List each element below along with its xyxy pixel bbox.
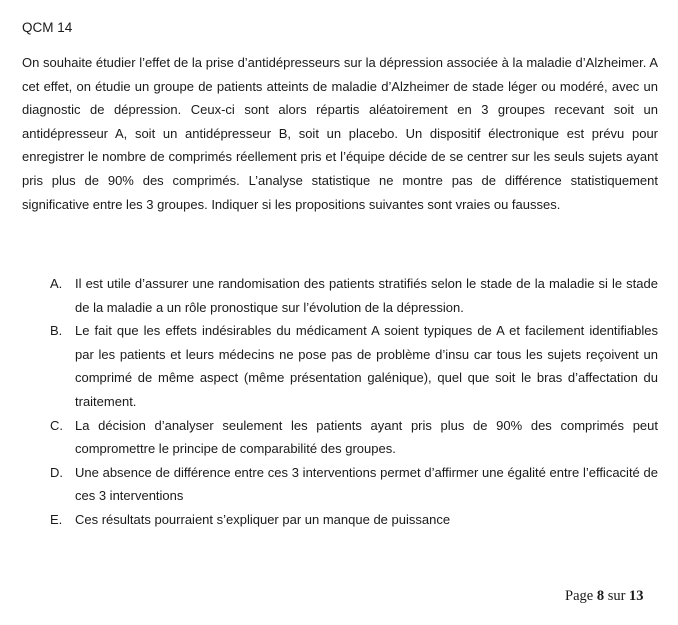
proposition-label: E. xyxy=(50,511,63,527)
proposition-b xyxy=(50,319,658,413)
proposition-e xyxy=(50,508,658,532)
proposition-text: Il est utile d’assurer une randomisation des patients stratifiés selon le stade de la maladie si le stade de la maladie a un rôle pronostique sur l’évolution de la dépression. xyxy=(75,276,658,315)
proposition-label: C. xyxy=(50,417,63,433)
proposition-c xyxy=(50,414,658,461)
propositions-list xyxy=(50,272,658,532)
proposition-text: Une absence de différence entre ces 3 interventions permet d’affirmer une égalité entre l’efficacité de ces 3 interventions xyxy=(75,464,658,504)
current-page: 8 xyxy=(596,588,605,604)
proposition-text: Le fait que les effets indésirables du médicament A soient typiques de A et facilement identifiables par les patients et leurs médecins ne pose pas de problème d’insu car tous les sujets reçoivent un comprimé de même aspect (même présentation galénique), quel que soit le bras d’affectation du traitement. xyxy=(75,323,658,409)
proposition-text: La décision d’analyser seulement les patients ayant pris plus de 90% des comprimés peut compromettre le principe de comparabilité des groupes. xyxy=(75,417,658,457)
page-number xyxy=(565,588,644,605)
proposition-label: D. xyxy=(50,464,63,480)
proposition-a xyxy=(50,272,658,319)
page-separator: sur xyxy=(607,588,626,604)
proposition-d xyxy=(50,461,658,508)
proposition-label: B. xyxy=(50,323,63,339)
proposition-label: A. xyxy=(50,276,63,291)
proposition-text: Ces résultats pourraient s’expliquer par un manque de puissance xyxy=(75,511,451,527)
page-prefix: Page xyxy=(565,588,594,604)
total-pages: 13 xyxy=(629,588,644,604)
question-title: QCM 14 xyxy=(22,20,73,35)
question-statement: On souhaite étudier l’effet de la prise d’antidépresseurs sur la dépression associée à la maladie d’Alzheimer. A cet effet, on étudie un groupe de patients atteints de maladie d’Alzheimer de stade léger ou modéré, avec un diagnostic de dépression. Ceux-ci sont alors répartis aléatoirement en 3 groupes recevant soit un antidépresseur A, soit un antidépresseur B, soit un placebo. Un dispositif électronique est prévu pour enregistrer le nombre de comprimés réellement pris et l’équipe décide de se centrer sur les seuls sujets ayant pris plus de 90% des comprimés. L’analyse statistique ne montre pas de différence statistiquement significative entre les 3 groupes. Indiquer si les propositions suivantes sont vraies ou fausses. xyxy=(22,55,658,212)
